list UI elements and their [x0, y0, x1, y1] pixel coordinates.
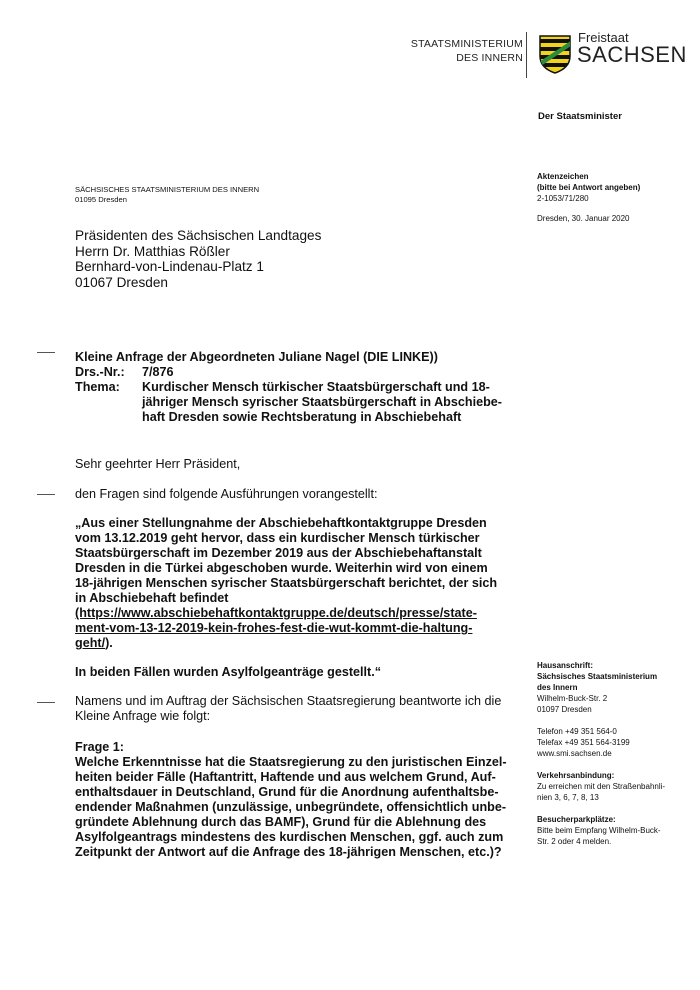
- answer-intro: [75, 694, 515, 724]
- reference-note: (bitte bei Antwort angeben): [537, 183, 641, 192]
- answer-intro-line-2: Kleine Anfrage wie folgt:: [75, 709, 211, 723]
- subject-title: Kleine Anfrage der Abgeordneten Juliane Nagel (DIE LINKE)): [75, 350, 438, 364]
- transport-line: Zu erreichen mit den Straßenbahnli-: [537, 782, 666, 791]
- quote-line: „Aus einer Stellungnahme der Abschiebehaftkontaktgruppe Dresden: [75, 516, 487, 530]
- quote-line: 18-jährigen Menschen syrischer Staatsbürgerschaft berichtet, der sich: [75, 576, 498, 590]
- quote-closing: In beiden Fällen wurden Asylfolgeanträge gestellt.“: [75, 665, 382, 679]
- recipient-address: [75, 228, 321, 290]
- thema-line-3: haft Dresden sowie Rechtsberatung in Abschiebehaft: [142, 410, 462, 424]
- question-line: Asylfolgeantrags mindestens des kurdischen Menschen, ggf. auch zum: [75, 830, 504, 844]
- reference-number: 2-1053/71/280: [537, 194, 589, 203]
- fax: Telefax +49 351 564-3199: [537, 738, 630, 747]
- parking-line: Bitte beim Empfang Wilhelm-Buck-: [537, 826, 661, 835]
- parking-title: Besucherparkplätze:: [537, 815, 616, 824]
- transport-title: Verkehrsanbindung:: [537, 771, 615, 780]
- sender-line: [75, 185, 259, 205]
- contact-block: [537, 660, 665, 847]
- parking-line: Str. 2 oder 4 melden.: [537, 837, 612, 846]
- punch-mark: [37, 494, 55, 495]
- quote-link[interactable]: ment-vom-13-12-2019-kein-frohes-fest-die-wut-kommt-die-haltung-: [75, 621, 473, 635]
- fold-mark: [37, 702, 55, 703]
- quote-line: Dresden in die Türkei abgeschoben wurde. Weiterhin wird von einem: [75, 561, 488, 575]
- answer-intro-line-1: Namens und im Auftrag der Sächsischen Staatsregierung beantworte ich die: [75, 694, 502, 708]
- quote-link[interactable]: (https://www.abschiebehaftkontaktgruppe.de/deutsch/presse/state-: [75, 606, 477, 620]
- brand-freistaat: Freistaat: [578, 30, 629, 45]
- address-line: Sächsisches Staatsministerium: [537, 672, 658, 681]
- quote-link-end: ).: [105, 636, 113, 650]
- reference-title: Aktenzeichen: [537, 172, 589, 181]
- question-line: enthaltsdauer in Deutschland, Grund für die Anordnung aufenthaltsbe-: [75, 785, 499, 799]
- brand-sachsen: SACHSEN: [577, 42, 687, 67]
- phone: Telefon +49 351 564-0: [537, 727, 617, 736]
- intro-text: den Fragen sind folgende Ausführungen vorangestellt:: [75, 487, 378, 501]
- thema-line-1: Kurdischer Mensch türkischer Staatsbürgerschaft und 18-: [142, 380, 490, 394]
- quote-block: [75, 516, 515, 680]
- drs-value: 7/876: [142, 365, 174, 379]
- address-line: 01097 Dresden: [537, 705, 592, 714]
- ministry-name: [411, 37, 523, 65]
- address-title: Hausanschrift:: [537, 661, 594, 670]
- salutation: Sehr geehrter Herr Präsident,: [75, 457, 241, 471]
- drs-label: Drs.-Nr.:: [75, 365, 125, 379]
- reference-date: Dresden, 30. Januar 2020: [537, 214, 630, 223]
- question-line: gründete Ablehnung durch das BAMF), Grund für die Ablehnung des: [75, 815, 487, 829]
- reference-block: [537, 171, 640, 224]
- question-1: [75, 740, 515, 860]
- address-line: des Innern: [537, 683, 578, 692]
- thema-row: [75, 380, 515, 425]
- question-line: endender Maßnahmen (unzulässige, unbegründete, offensichtlich unbe-: [75, 800, 507, 814]
- quote-line: Staatsbürgerschaft im Dezember 2019 aus der Abschiebehaftanstalt: [75, 546, 482, 560]
- question-line: Welche Erkenntnisse hat die Staatsregierung zu den juristischen Einzel-: [75, 755, 507, 769]
- question-title: Frage 1:: [75, 740, 124, 754]
- ministry-line-1: STAATSMINISTERIUM: [410, 38, 523, 50]
- thema-label: Thema:: [75, 380, 120, 394]
- ministry-line-2: DES INNERN: [456, 52, 523, 64]
- recipient-line-4: 01067 Dresden: [75, 274, 168, 290]
- fold-mark: [37, 352, 55, 353]
- drs-row: [75, 365, 515, 380]
- header-divider: [526, 32, 527, 78]
- thema-line-2: jähriger Mensch syrischer Staatsbürgerschaft in Abschiebe-: [142, 395, 502, 409]
- address-line: Wilhelm-Buck-Str. 2: [537, 694, 608, 703]
- subject-block: [75, 350, 515, 425]
- minister-label: Der Staatsminister: [538, 111, 622, 122]
- quote-line: vom 13.12.2019 geht hervor, dass ein kurdischer Mensch türkischer: [75, 531, 480, 545]
- website[interactable]: www.smi.sachsen.de: [537, 749, 612, 758]
- quote-link[interactable]: geht/: [75, 636, 106, 650]
- quote-line: in Abschiebehaft befindet: [75, 591, 229, 605]
- question-line: heiten beider Fälle (Haftantritt, Haftende und aus welchem Grund, Auf-: [75, 770, 496, 784]
- sender-line-2: 01095 Dresden: [75, 195, 127, 204]
- recipient-line-2: Herrn Dr. Matthias Rößler: [75, 243, 230, 259]
- transport-line: nien 3, 6, 7, 8, 13: [537, 793, 599, 802]
- recipient-line-1: Präsidenten des Sächsischen Landtages: [75, 228, 322, 243]
- saxony-crest-logo: [538, 34, 572, 74]
- sender-line-1: SÄCHSISCHES STAATSMINISTERIUM DES INNERN: [75, 185, 260, 194]
- recipient-line-3: Bernhard-von-Lindenau-Platz 1: [75, 259, 264, 274]
- question-line: Zeitpunkt der Antwort auf die Anfrage des 18-jährigen Menschen, etc.)?: [75, 845, 502, 859]
